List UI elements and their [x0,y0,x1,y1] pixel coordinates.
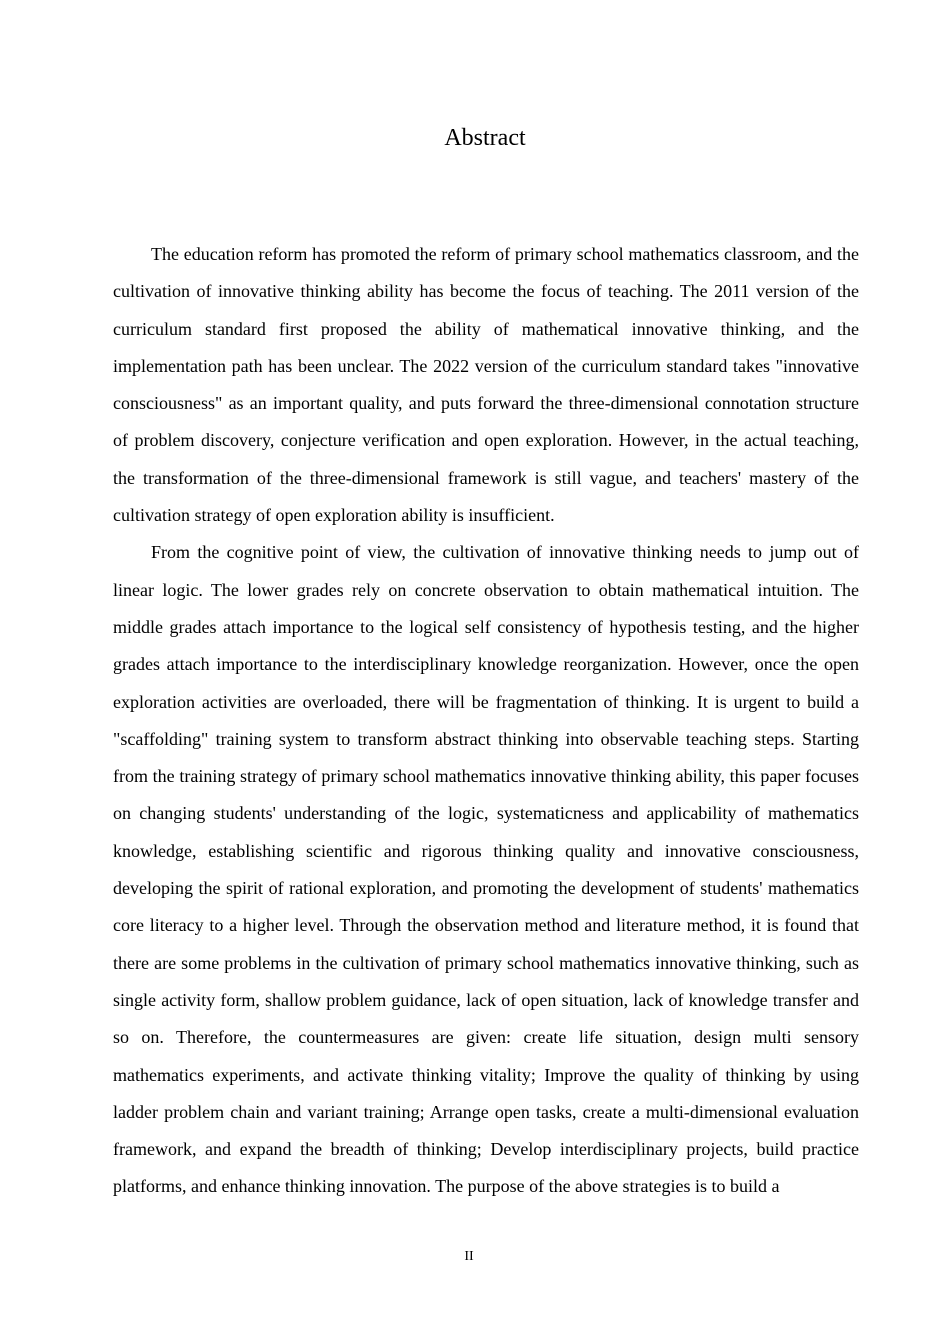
abstract-paragraph-2: From the cognitive point of view, the cultivation of innovative thinking needs to jump out of linear logic. The lower grades rely on concrete observation to obtain mathematical intuition. The middle grades attach importance to the logical self consistency of hypothesis testing, and the higher grades attach importance to the interdisciplinary knowledge reorganization. However, once the open exploration activities are overloaded, there will be fragmentation of thinking. It is urgent to build a "scaffolding" training system to transform abstract thinking into observable teaching steps. Starting from the training strategy of primary school mathematics innovative thinking ability, this paper focuses on changing students' understanding of the logic, systematicness and applicability of mathematics knowledge, establishing scientific and rigorous thinking quality and innovative consciousness, developing the spirit of rational exploration, and promoting the development of students' mathematics core literacy to a higher level. Through the observation method and literature method, it is found that there are some problems in the cultivation of primary school mathematics innovative thinking, such as single activity form, shallow problem guidance, lack of open situation, lack of knowledge transfer and so on. Therefore, the countermeasures are given: create life situation, design multi sensory mathematics experiments, and activate thinking vitality; Improve the quality of thinking by using ladder problem chain and variant training; Arrange open tasks, create a multi-dimensional evaluation framework, and expand the breadth of thinking; Develop interdisciplinary projects, build practice platforms, and enhance thinking innovation. The purpose of the above strategies is to build a [113,542,859,1197]
page-number: II [464,1249,474,1264]
abstract-body [113,236,859,1206]
abstract-title: Abstract [444,125,526,151]
abstract-paragraph-1: The education reform has promoted the reform of primary school mathematics classroom, and the cultivation of innovative thinking ability has become the focus of teaching. The 2011 version of the curriculum standard first proposed the ability of mathematical innovative thinking, and the implementation path has been unclear. The 2022 version of the curriculum standard takes "innovative consciousness" as an important quality, and puts forward the three-dimensional connotation structure of problem discovery, conjecture verification and open exploration. However, in the actual teaching, the transformation of the three-dimensional framework is still vague, and teachers' mastery of the cultivation strategy of open exploration ability is insufficient. [113,244,859,526]
